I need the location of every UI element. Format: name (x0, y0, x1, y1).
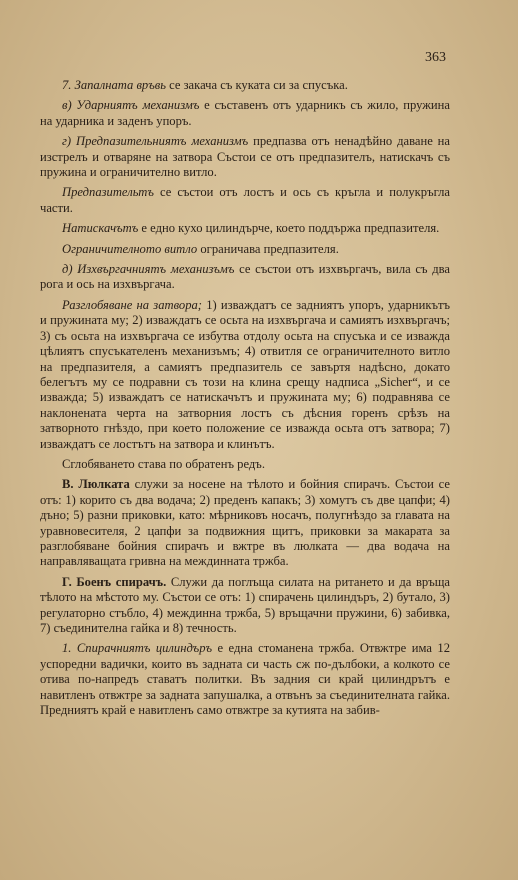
paragraph-lead: в) Ударниятъ механизмъ (62, 98, 200, 113)
paragraph (40, 134, 450, 180)
paragraph (40, 575, 450, 637)
paragraph (40, 457, 450, 472)
section-heading-spirach: Г. Боенъ спирачъ. (62, 574, 167, 589)
paragraph-body: 1) изваждатъ се задниятъ упоръ, ударникътъ и пружината му; 2) изваждатъ се осьта на изхвъргача и самиятъ изхвъргачъ; 3) съ осьта на изхвъргача се избутва отдолу осьта на спусъка и се изважда цѣлиятъ спусъкателенъ механизъмъ; 4) отвитля се ограничителното витло на предпазителя, а самиятъ предпазитель се завъртя надѣсно, докато белегътъ му се подравни съ този на клина срещу надписа „Sicher“, и се изважда; 5) изваждатъ се натискачътъ и пружината му; 6) подравнява се наклонената черта на затворния лостъ съ дѣсния горенъ срѣзъ на затворното гнѣздо, при което положение се изважда осьта отъ затвора; 7) изваждатъ се лостътъ на затвора и клинътъ. (40, 297, 450, 451)
paragraph-body: Сглобяването става по обратенъ редъ. (62, 456, 265, 471)
paragraph (40, 221, 450, 236)
page-number: 363 (425, 50, 446, 65)
paragraph-body: се състои отъ лостъ и ось съ кръгла и полукръгла части. (40, 185, 450, 215)
paragraph (40, 262, 450, 293)
paragraph-body: Служи да поглъща силата на ритането и да връща тѣлото на мѣстото му. Състои се отъ: 1) спирачень цилиндъръ, 2) бутало, 3) регулаторно стъбло, 4) междинна тржба, 5) връщачни пружини, 6) забивка, 7) съединителна гайка и 8) течность. (40, 574, 451, 635)
paragraph-body: ограничава предпазителя. (197, 241, 339, 256)
paragraph-lead: Предпазительтъ (62, 185, 154, 200)
paragraph-body: е една стоманена тржба. Отвжтре има 12 успоредни вадички, които въ задната си часть сж по-дълбоки, а колкото се отива по-напредъ ставатъ политки. Въ задния си край цилиндрътъ е навитленъ отвжтре за задната запушалка, а отвънъ за съединителната гайка. Предниятъ край е навитленъ само отвжтре за кутията на забив- (40, 641, 450, 718)
paragraph-body: се закача съ куката си за спусъка. (165, 78, 348, 92)
page-text (40, 78, 450, 723)
paragraph-lead: 1. Спирачниятъ цилиндъръ (62, 641, 213, 656)
paragraph (40, 242, 450, 257)
paragraph (40, 78, 450, 93)
paragraph-lead: 7. Запалната връвь (62, 78, 166, 92)
paragraph-lead: г) Предпазительниятъ механизмъ (62, 134, 249, 149)
paragraph-lead: Ограничителното витло (62, 241, 198, 256)
paragraph-body: служи за носене на тѣлото и бойния спирачъ. Състои се отъ: 1) корито съ два водача; 2) преденъ капакъ; 3) хомутъ съ две цапфи; 4) дъно; 5) разни приковки, като: мѣрниковъ носачъ, полугнѣздо за главата на уравновесителя, 2 цапфи за подвижния щитъ, приковки за макарата за разглобяване бойния спирачъ и вжтре въ люлката — два водача на направляващата гривна на междинната тржба. (40, 477, 450, 569)
paragraph (40, 641, 450, 718)
paragraph-body: се състои отъ изхвъргачъ, вила съ два рога и ось на изхвъргача. (40, 262, 450, 292)
paragraph-lead: д) Изхвъргачниятъ механизъмъ (62, 262, 235, 277)
paragraph-body: е съставенъ отъ ударникъ съ жило, пружина на ударника и заденъ упоръ. (40, 98, 450, 128)
paragraph-body: предпазва отъ ненадѣйно даване на изстрелъ и отваряне на затвора Състои се отъ предпазителъ, натискачъ съ пружина и ограничително витло. (40, 134, 450, 180)
paragraph (40, 98, 450, 129)
paragraph (40, 477, 450, 569)
paragraph-body: е едно кухо цилиндърче, което поддържа предпазителя. (138, 221, 440, 236)
section-heading-lyulka: В. Люлката (62, 477, 130, 492)
paragraph (40, 185, 450, 216)
paragraph-lead: Натискачътъ (62, 221, 139, 236)
paragraph-lead: Разглобяване на затвора; (62, 297, 202, 312)
paragraph (40, 298, 450, 452)
